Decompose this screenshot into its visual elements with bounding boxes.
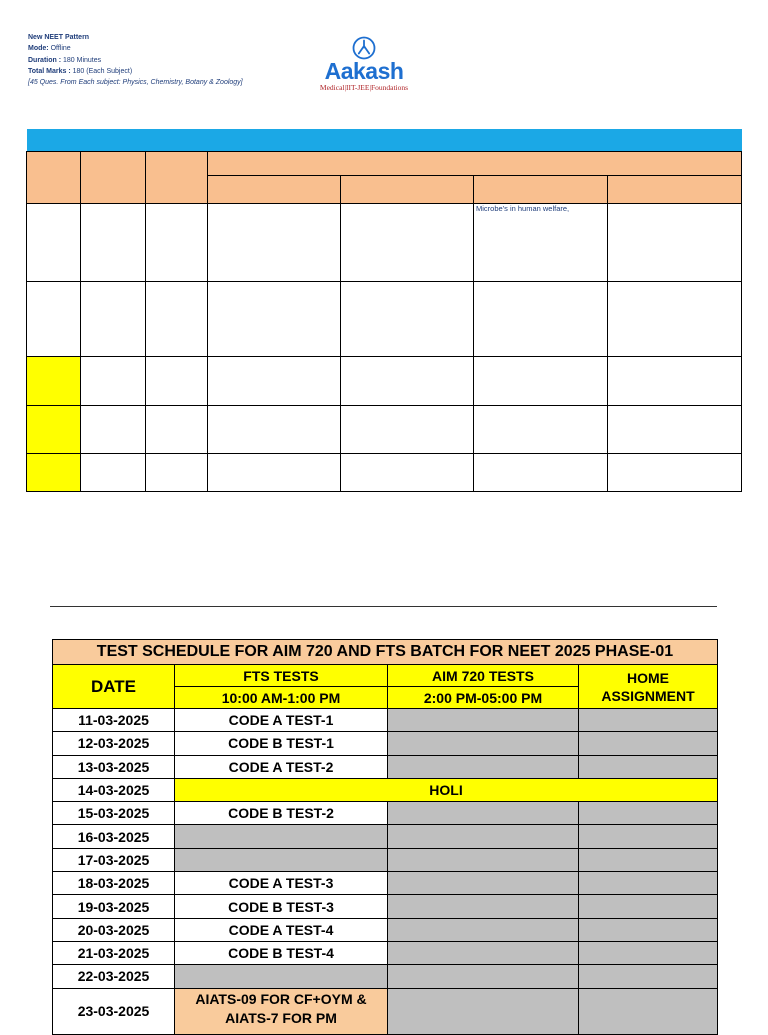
- table-cell: [608, 406, 742, 454]
- date-cell: 23-03-2025: [53, 988, 175, 1034]
- table-cell: [146, 454, 208, 492]
- upper-schedule-table: [26, 151, 742, 492]
- aim-test-cell: [388, 848, 579, 871]
- questions-note: [45 Ques. From Each subject: Physics, Chemistry, Botany & Zoology]: [28, 79, 243, 87]
- date-cell: 18-03-2025: [53, 872, 175, 895]
- table-cell: [341, 357, 474, 406]
- home-assignment-cell: [579, 988, 718, 1034]
- date-cell: 16-03-2025: [53, 825, 175, 848]
- schedule-row: [53, 755, 718, 778]
- aim-time: 2:00 PM-05:00 PM: [388, 687, 579, 709]
- date-header: DATE: [53, 665, 175, 709]
- aakash-logo: [316, 36, 412, 92]
- table-cell: [81, 357, 146, 406]
- table-cell: [341, 204, 474, 282]
- aim-test-cell: [388, 918, 579, 941]
- fts-test-cell: CODE A TEST-1: [175, 709, 388, 732]
- table-cell: [474, 282, 608, 357]
- fts-header: FTS TESTS: [175, 665, 388, 687]
- fts-test-cell: CODE B TEST-4: [175, 941, 388, 964]
- table-cell: [341, 282, 474, 357]
- table-row: [27, 204, 742, 282]
- date-cell: 11-03-2025: [53, 709, 175, 732]
- table-cell: [608, 357, 742, 406]
- table-cell: [146, 406, 208, 454]
- schedule-row: [53, 802, 718, 825]
- date-cell: 19-03-2025: [53, 895, 175, 918]
- schedule-row: [53, 778, 718, 801]
- header-cell: [81, 152, 146, 204]
- table-cell: [146, 204, 208, 282]
- table-cell: [608, 454, 742, 492]
- highlight-cell: [27, 357, 81, 406]
- subheader-cell: [608, 176, 742, 204]
- home-assignment-cell: [579, 918, 718, 941]
- table-cell: [208, 204, 341, 282]
- home-assignment-cell: [579, 802, 718, 825]
- marks-line: Total Marks : 180 (Each Subject): [28, 67, 133, 75]
- home-assignment-header: HOME ASSIGNMENT: [579, 665, 718, 709]
- home-assignment-cell: [579, 709, 718, 732]
- date-cell: 15-03-2025: [53, 802, 175, 825]
- table-cell: [208, 454, 341, 492]
- date-cell: 20-03-2025: [53, 918, 175, 941]
- logo-tagline: Medical|IIT-JEE|Foundations: [319, 83, 409, 92]
- header-row: [27, 152, 742, 176]
- date-cell: 14-03-2025: [53, 778, 175, 801]
- date-cell: 12-03-2025: [53, 732, 175, 755]
- home-assignment-cell: [579, 732, 718, 755]
- subheader-cell: [208, 176, 341, 204]
- subheader-cell: [341, 176, 474, 204]
- aim-test-cell: [388, 802, 579, 825]
- aim-test-cell: [388, 709, 579, 732]
- date-cell: 13-03-2025: [53, 755, 175, 778]
- home-assignment-cell: [579, 895, 718, 918]
- fts-test-cell: [175, 825, 388, 848]
- table-cell: [208, 406, 341, 454]
- aim-test-cell: [388, 895, 579, 918]
- table-cell: [474, 357, 608, 406]
- table-cell: [341, 454, 474, 492]
- schedule-body: [53, 709, 718, 1035]
- table-cell: [27, 204, 81, 282]
- pattern-line: New NEET Pattern: [28, 34, 90, 41]
- test-schedule-table: [52, 639, 718, 1035]
- aim-test-cell: [388, 988, 579, 1034]
- header-cell: [208, 152, 742, 176]
- table-cell: [208, 282, 341, 357]
- date-cell: 17-03-2025: [53, 848, 175, 871]
- table-cell: [81, 204, 146, 282]
- table-row: [27, 282, 742, 357]
- table-row: [27, 406, 742, 454]
- holiday-cell: HOLI: [175, 778, 718, 801]
- date-cell: 22-03-2025: [53, 965, 175, 988]
- aim-test-cell: [388, 732, 579, 755]
- duration-line: Duration : 180 Minutes: [28, 56, 102, 64]
- schedule-row: [53, 825, 718, 848]
- table-cell: [146, 282, 208, 357]
- home-assignment-cell: [579, 941, 718, 964]
- fts-test-cell: CODE A TEST-4: [175, 918, 388, 941]
- aim-test-cell: [388, 825, 579, 848]
- home-assignment-cell: [579, 755, 718, 778]
- home-assignment-cell: [579, 848, 718, 871]
- schedule-row: [53, 709, 718, 732]
- page-divider: [50, 606, 717, 607]
- fts-test-cell: CODE B TEST-1: [175, 732, 388, 755]
- table-cell: [474, 406, 608, 454]
- table-cell: [474, 454, 608, 492]
- home-assignment-cell: [579, 825, 718, 848]
- date-cell: 21-03-2025: [53, 941, 175, 964]
- fts-test-cell: CODE A TEST-2: [175, 755, 388, 778]
- schedule-title-row: [53, 640, 718, 665]
- subheader-cell: [474, 176, 608, 204]
- schedule-row: [53, 918, 718, 941]
- fts-test-cell: AIATS-09 FOR CF+OYM & AIATS-7 FOR PM: [175, 988, 388, 1034]
- aim-test-cell: [388, 941, 579, 964]
- logo-name: Aakash: [324, 58, 404, 84]
- home-assignment-cell: [579, 872, 718, 895]
- table-cell: [608, 282, 742, 357]
- aim-test-cell: [388, 755, 579, 778]
- schedule-row: [53, 872, 718, 895]
- table-cell: [608, 204, 742, 282]
- fts-test-cell: CODE B TEST-2: [175, 802, 388, 825]
- fts-test-cell: CODE B TEST-3: [175, 895, 388, 918]
- schedule-row: [53, 988, 718, 1034]
- mode-line: Mode: Offline: [28, 45, 71, 53]
- highlight-cell: [27, 454, 81, 492]
- table-cell: [474, 204, 608, 282]
- header-cell: [27, 152, 81, 204]
- aim-header: AIM 720 TESTS: [388, 665, 579, 687]
- table-row: [27, 454, 742, 492]
- table-cell: [146, 357, 208, 406]
- home-assignment-cell: [579, 965, 718, 988]
- schedule-title: TEST SCHEDULE FOR AIM 720 AND FTS BATCH FOR NEET 2025 PHASE-01: [53, 640, 718, 665]
- table-cell: [81, 282, 146, 357]
- fts-test-cell: [175, 965, 388, 988]
- table-cell: [208, 357, 341, 406]
- table-cell: [81, 454, 146, 492]
- highlight-cell: [27, 406, 81, 454]
- schedule-row: [53, 895, 718, 918]
- schedule-header-row: [53, 665, 718, 687]
- table-cell: [81, 406, 146, 454]
- syllabus-note: Microbe's in human welfare,: [476, 204, 570, 213]
- fts-test-cell: [175, 848, 388, 871]
- aakash-emblem-icon: [352, 36, 376, 60]
- fts-time: 10:00 AM-1:00 PM: [175, 687, 388, 709]
- schedule-row: [53, 941, 718, 964]
- table-cell: [341, 406, 474, 454]
- aim-test-cell: [388, 872, 579, 895]
- exam-info: [28, 32, 243, 88]
- table-row: [27, 357, 742, 406]
- aim-test-cell: [388, 965, 579, 988]
- fts-test-cell: CODE A TEST-3: [175, 872, 388, 895]
- table-title-bar: [27, 129, 742, 151]
- schedule-row: [53, 848, 718, 871]
- header-cell: [146, 152, 208, 204]
- schedule-row: [53, 965, 718, 988]
- table-cell: [27, 282, 81, 357]
- schedule-row: [53, 732, 718, 755]
